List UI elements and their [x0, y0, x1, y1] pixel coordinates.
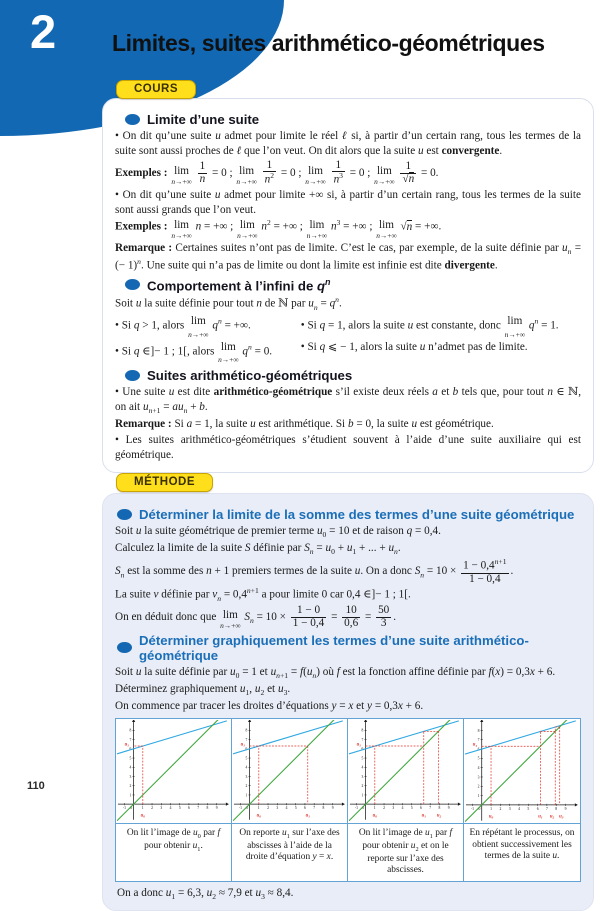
paragraph: Calculez la limite de la suite S définie par $S_n = u_0 + u_1$ + ... + $u_n$.: [115, 541, 581, 557]
svg-text:2: 2: [267, 806, 269, 810]
graph-panel-1: [116, 719, 232, 823]
paragraph: Soit u la suite définie par $u_0 = 1$ et $u_{n+1} = f(u_n)$ où f est la fonction affine définie par f(x) = 0,3x + 6.: [115, 665, 581, 681]
svg-text:1: 1: [142, 806, 144, 810]
method-title: Déterminer graphiquement les termes d’une suite arithmético-géométrique: [139, 633, 581, 663]
graph-caption-4: En répétant le processus, on obtient successivement les termes de la suite u.: [464, 823, 580, 881]
svg-text:3: 3: [392, 806, 394, 810]
svg-text:5: 5: [527, 807, 529, 811]
svg-text:0: 0: [130, 806, 132, 810]
svg-text:8: 8: [478, 729, 480, 733]
sequence-cobweb-svg: [233, 720, 346, 821]
svg-text:0: 0: [362, 806, 364, 810]
svg-text:8: 8: [323, 806, 325, 810]
svg-text:u0: $u_0$: [141, 814, 146, 819]
svg-text:6: 6: [420, 806, 422, 810]
svg-text:u0: $u_0$: [373, 814, 378, 819]
paragraph-exemples: Exemples : lim n→+∞ $\frac{1}{n}$ = 0 ; lim n→+∞ $\frac{1}{n^2}$ = 0 ; lim n→+∞ $\frac{1}{n^3}$ = 0 ; lim n→+∞ $\frac{1}{√n}$ = 0.: [115, 160, 581, 187]
paragraph: $S_n$ est la somme des n + 1 premiers termes de la suite u. On a donc $S_n = 10$ × $\frac{1 - 0,4^{n+1}}{1 - 0,4}$ .: [115, 558, 581, 585]
section-title: Suites arithmético-géométriques: [147, 368, 352, 383]
svg-text:4: 4: [361, 766, 363, 770]
svg-text:-1: -1: [355, 806, 358, 810]
svg-text:1: 1: [245, 793, 247, 797]
paragraph: Soit u la suite géométrique de premier terme $u_0 = 10$ et de raison q = 0,4.: [115, 524, 581, 540]
bullet-icon: [125, 114, 140, 125]
svg-text:u2: $u_2$: [437, 814, 442, 819]
paragraph-remarque: Remarque : Si a = 1, la suite u est arithmétique. Si b = 0, la suite u est géométrique.: [115, 417, 581, 432]
paragraph: Déterminez graphiquement $u_1$, $u_2$ et $u_3$.: [115, 682, 581, 698]
svg-text:u0: $u_0$: [257, 814, 262, 819]
svg-text:-1: -1: [471, 807, 474, 811]
svg-text:6: 6: [304, 806, 306, 810]
svg-text:5: 5: [295, 806, 297, 810]
page-number: 110: [27, 780, 45, 792]
svg-text:u1: $u_1$: [473, 743, 478, 748]
svg-text:5: 5: [411, 806, 413, 810]
svg-text:0: 0: [246, 806, 248, 810]
svg-text:4: 4: [478, 766, 480, 770]
svg-text:8: 8: [439, 806, 441, 810]
method-head-graphique: [117, 633, 581, 663]
methode-badge: MÉTHODE: [116, 473, 213, 492]
svg-text:u1: $u_1$: [357, 743, 362, 748]
svg-text:2: 2: [151, 806, 153, 810]
svg-text:2: 2: [478, 785, 480, 789]
section-head-arith-geo: [125, 368, 581, 383]
bullet-icon: [125, 370, 140, 381]
svg-text:6: 6: [129, 747, 131, 751]
bullet-icon: [117, 509, 132, 520]
svg-text:0: 0: [479, 807, 481, 811]
svg-text:2: 2: [383, 806, 385, 810]
svg-text:3: 3: [160, 806, 162, 810]
section-head-limite: [125, 112, 581, 127]
svg-text:5: 5: [129, 757, 131, 761]
svg-text:9: 9: [448, 806, 450, 810]
paragraph: • Une suite u est dite arithmético-géométrique s’il existe deux réels a et b tels que, pour tout n ∈ ℕ, on ait $u_{n+1} = au_n + b$.: [115, 385, 581, 416]
svg-text:5: 5: [361, 757, 363, 761]
svg-text:8: 8: [555, 807, 557, 811]
graph-panel-3: [348, 719, 464, 823]
svg-text:5: 5: [179, 806, 181, 810]
qn-case: • Si q = 1, alors la suite u est constante, donc lim n→+∞ $q^n = 1$.: [301, 314, 585, 340]
svg-text:u1: $u_1$: [241, 743, 246, 748]
svg-text:6: 6: [361, 747, 363, 751]
svg-text:7: 7: [245, 738, 247, 742]
svg-text:1: 1: [490, 807, 492, 811]
section-head-qn: [125, 277, 581, 293]
svg-text:3: 3: [129, 775, 131, 779]
chapter-number: 2: [30, 4, 56, 59]
methode-box: [102, 493, 594, 911]
qn-cases-grid: [115, 314, 581, 365]
svg-text:3: 3: [478, 776, 480, 780]
svg-text:u2: $u_2$: [550, 815, 555, 820]
svg-text:7: 7: [361, 738, 363, 742]
svg-text:8: 8: [361, 729, 363, 733]
sequence-cobweb-svg: [465, 720, 579, 822]
paragraph: • Les suites arithmético-géométriques s’étudient souvent à l’aide d’une suite auxiliaire qui est géométrique.: [115, 433, 581, 463]
bullet-icon: [125, 279, 140, 290]
svg-text:6: 6: [478, 748, 480, 752]
svg-text:7: 7: [313, 806, 315, 810]
svg-text:3: 3: [509, 807, 511, 811]
svg-text:1: 1: [129, 793, 131, 797]
graph-caption-3: On lit l’image de $u_1$ par f pour obtenir $u_2$ et on le reporte sur l’axe des abscisses.: [348, 823, 464, 881]
graphs-table: [115, 718, 581, 882]
svg-text:1: 1: [258, 806, 260, 810]
method-conclusion: On a donc $u_1 = 6,3$, $u_2 \approx 7,9$ et $u_3 \approx 8,4$.: [117, 887, 581, 901]
svg-text:u1: $u_1$: [538, 815, 543, 820]
page-title: Limites, suites arithmético-géométriques: [112, 30, 594, 57]
paragraph: Soit u la suite définie pour tout n de ℕ par $u_n = q^n$.: [115, 295, 581, 313]
svg-text:1: 1: [478, 794, 480, 798]
svg-text:7: 7: [129, 738, 131, 742]
svg-text:u1: $u_1$: [306, 814, 311, 819]
qn-case: • Si q ∈]− 1 ; 1[, alors lim n→+∞ $q^n = 0$.: [115, 340, 297, 366]
svg-text:8: 8: [207, 806, 209, 810]
svg-text:2: 2: [129, 784, 131, 788]
section-title: Comportement à l’infini de $q^n$: [147, 277, 331, 293]
svg-text:3: 3: [276, 806, 278, 810]
svg-text:6: 6: [188, 806, 190, 810]
svg-text:9: 9: [332, 806, 334, 810]
svg-text:9: 9: [216, 806, 218, 810]
paragraph: • On dit qu’une suite u admet pour limite +∞ si, à partir d’un certain rang, tous les termes de la suite sont aussi grands que l’on veut.: [115, 188, 581, 218]
qn-case: • Si q > 1, alors lim n→+∞ $q^n$ = +∞.: [115, 314, 297, 340]
svg-text:3: 3: [245, 775, 247, 779]
svg-text:1: 1: [361, 793, 363, 797]
svg-text:3: 3: [361, 775, 363, 779]
svg-text:6: 6: [245, 747, 247, 751]
section-title: Limite d’une suite: [147, 112, 259, 127]
graph-caption-2: On reporte $u_1$ sur l’axe des abscisses à l’aide de la droite d’équation y = x.: [232, 823, 348, 881]
svg-text:u3: $u_3$: [559, 815, 564, 820]
svg-text:-1: -1: [239, 806, 242, 810]
svg-text:1: 1: [374, 806, 376, 810]
paragraph-remarque: Remarque : Certaines suites n’ont pas de limite. C’est le cas, par exemple, de la suite définie par $u_n$ = (− 1)$^n$. Une suite qui n’a pas de limite ou dont la limite est infinie est dite divergente.: [115, 241, 581, 274]
svg-text:7: 7: [429, 806, 431, 810]
method-head-somme: [117, 507, 581, 522]
svg-text:5: 5: [245, 757, 247, 761]
svg-text:5: 5: [478, 757, 480, 761]
svg-text:u1: $u_1$: [422, 814, 427, 819]
svg-text:u1: $u_1$: [125, 743, 130, 748]
svg-text:4: 4: [170, 806, 172, 810]
svg-text:7: 7: [546, 807, 548, 811]
paragraph: • On dit qu’une suite u admet pour limite le réel ℓ si, à partir d’un certain rang, tous les termes de la suite sont aussi proches de ℓ que l’on veut. On dit alors que la suite u est convergente.: [115, 129, 581, 159]
svg-text:4: 4: [245, 766, 247, 770]
qn-case: • Si q ⩽ − 1, alors la suite u n’admet pas de limite.: [301, 340, 585, 366]
svg-text:u0: $u_0$: [489, 815, 494, 820]
bullet-icon: [117, 642, 132, 653]
svg-text:4: 4: [286, 806, 288, 810]
svg-text:8: 8: [245, 729, 247, 733]
cours-box: [102, 98, 594, 473]
svg-text:6: 6: [537, 807, 539, 811]
svg-text:2: 2: [245, 784, 247, 788]
graph-panel-2: [232, 719, 348, 823]
paragraph: On commence par tracer les droites d’équations y = x et y = 0,3x + 6.: [115, 699, 581, 714]
page-content: [102, 80, 594, 911]
svg-text:2: 2: [361, 784, 363, 788]
svg-text:8: 8: [129, 729, 131, 733]
graph-caption-1: On lit l’image de $u_0$ par f pour obtenir $u_1$.: [116, 823, 232, 881]
cours-badge: COURS: [116, 80, 196, 99]
paragraph: La suite v définie par $v_n = 0,4^{n+1}$ a pour limite 0 car 0,4 ∈]− 1 ; 1[.: [115, 586, 581, 604]
method-title: Déterminer la limite de la somme des termes d’une suite géométrique: [139, 507, 574, 522]
svg-text:9: 9: [565, 807, 567, 811]
svg-text:4: 4: [129, 766, 131, 770]
svg-text:4: 4: [402, 806, 404, 810]
sequence-cobweb-svg: [349, 720, 462, 821]
svg-text:7: 7: [197, 806, 199, 810]
svg-text:7: 7: [478, 738, 480, 742]
graph-panel-4: [464, 719, 580, 823]
svg-text:4: 4: [518, 807, 520, 811]
paragraph: On en déduit donc que lim n→+∞ $S_n = 10$ × $\frac{1 - 0}{1 - 0,4}$ = $\frac{10}{0,6}$ = $\frac{50}{3}$ .: [115, 605, 581, 630]
paragraph-exemples: Exemples : lim n→+∞ n = +∞ ; lim n→+∞ $n^2$ = +∞ ; lim n→+∞ $n^3$ = +∞ ; lim n→+∞ √n = +∞.: [115, 218, 581, 240]
svg-text:-1: -1: [123, 806, 126, 810]
sequence-cobweb-svg: [117, 720, 230, 821]
svg-text:2: 2: [499, 807, 501, 811]
